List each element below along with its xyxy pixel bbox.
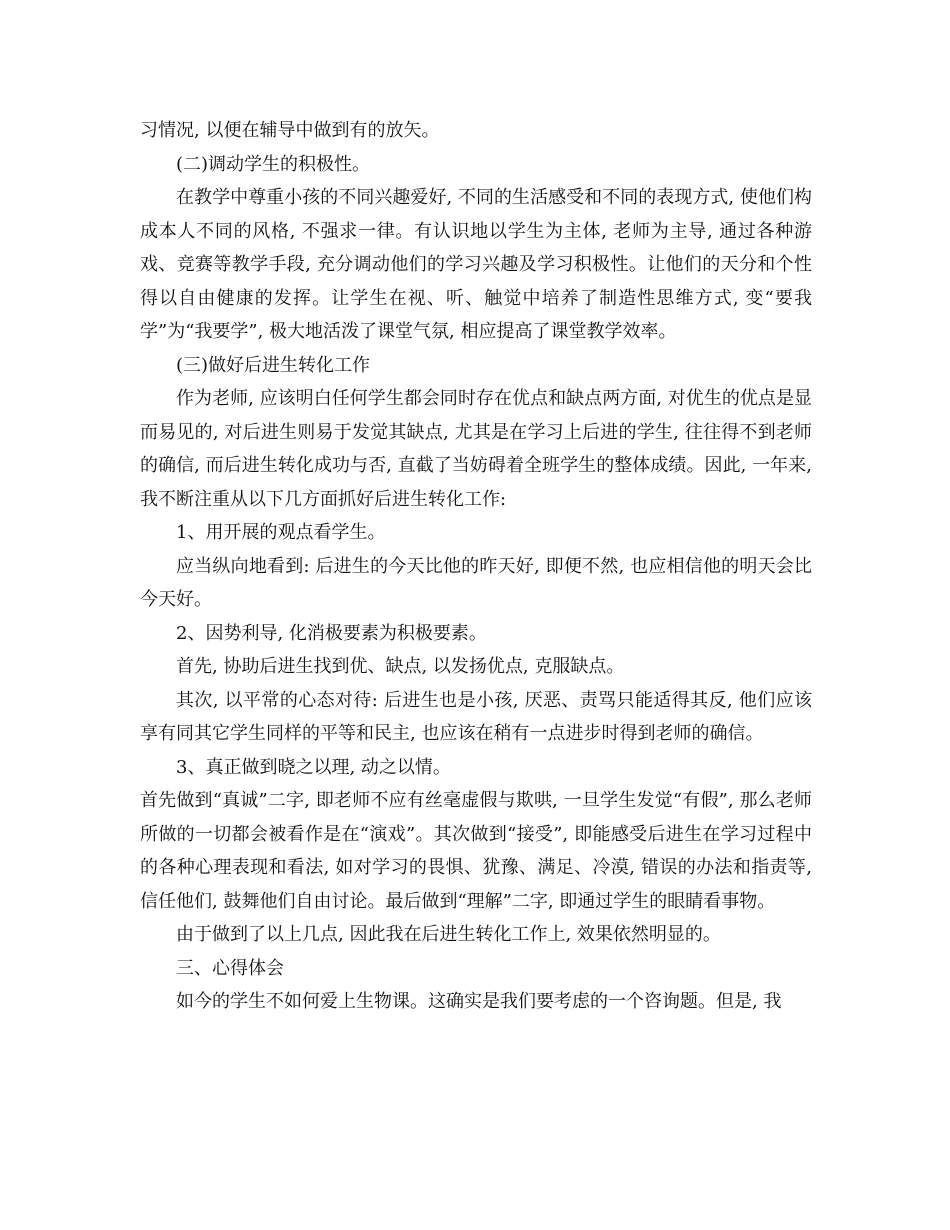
- paragraph: 习情况, 以便在辅导中做到有的放矢。: [140, 120, 440, 141]
- list-item-heading: 1、用开展的观点看学生。: [176, 522, 386, 543]
- paragraph: 首先做到“真诚”二字, 即老师不应有丝毫虚假与欺哄, 一旦学生发觉“有假”, 那么老师所做的一切都会被看作是在“演戏”。其次做到“接受”, 即能感受后进生在学习过程中的各种心理表现和看法, 如对学习的畏惧、犹豫、满足、冷漠, 错误的办法和指责等, 信任他们, 鼓舞他们自由讨论。最后做到“理解”二字, 即通过学生的眼睛看事物。: [140, 790, 812, 912]
- document-body: [140, 114, 812, 1019]
- paragraph: 作为老师, 应该明白任何学生都会同时存在优点和缺点两方面, 对优生的优点是显而易见的, 对后进生则易于发觉其缺点, 尤其是在学习上后进的学生, 往往得不到老师的确信, 而后进生转化成功与否, 直截了当妨碍着全班学生的整体成绩。因此, 一年来, 我不断注重从以下几方面抓好后进生转化工作:: [140, 388, 812, 510]
- paragraph: 如今的学生不如何爱上生物课。这确实是我们要考虑的一个咨询题。但是, 我: [176, 991, 782, 1012]
- paragraph: 应当纵向地看到: 后进生的今天比他的昨天好, 即便不然, 也应相信他的明天会比今天好。: [140, 555, 812, 610]
- paragraph: 首先, 协助后进生找到优、缺点, 以发扬优点, 克服缺点。: [176, 656, 625, 677]
- list-item-heading: 3、真正做到晓之以理, 动之以情。: [176, 756, 451, 778]
- paragraph: 其次, 以平常的心态对待: 后进生也是小孩, 厌恶、责骂只能适得其反, 他们应该享有同其它学生同样的平等和民主, 也应该在稍有一点进步时得到老师的确信。: [140, 689, 812, 744]
- list-item-heading: 2、因势利导, 化消极要素为积极要素。: [176, 622, 487, 644]
- paragraph: 在教学中尊重小孩的不同兴趣爱好, 不同的生活感受和不同的表现方式, 使他们构成本人不同的风格, 不强求一律。有认识地以学生为主体, 老师为主导, 通过各种游戏、竞赛等教学手段, 充分调动他们的学习兴趣及学习积极性。让他们的天分和个性得以自由健康的发挥。让学生在视、听、触觉中培养了制造性思维方式, 变“要我学”为“我要学”, 极大地活泼了课堂气氛, 相应提高了课堂教学效率。: [140, 187, 812, 342]
- section-heading: (二)调动学生的积极性。: [176, 153, 371, 175]
- paragraph: 由于做到了以上几点, 因此我在后进生转化工作上, 效果依然明显的。: [176, 924, 721, 945]
- section-heading: 三、心得体会: [176, 957, 284, 979]
- section-heading: (三)做好后进生转化工作: [176, 354, 371, 376]
